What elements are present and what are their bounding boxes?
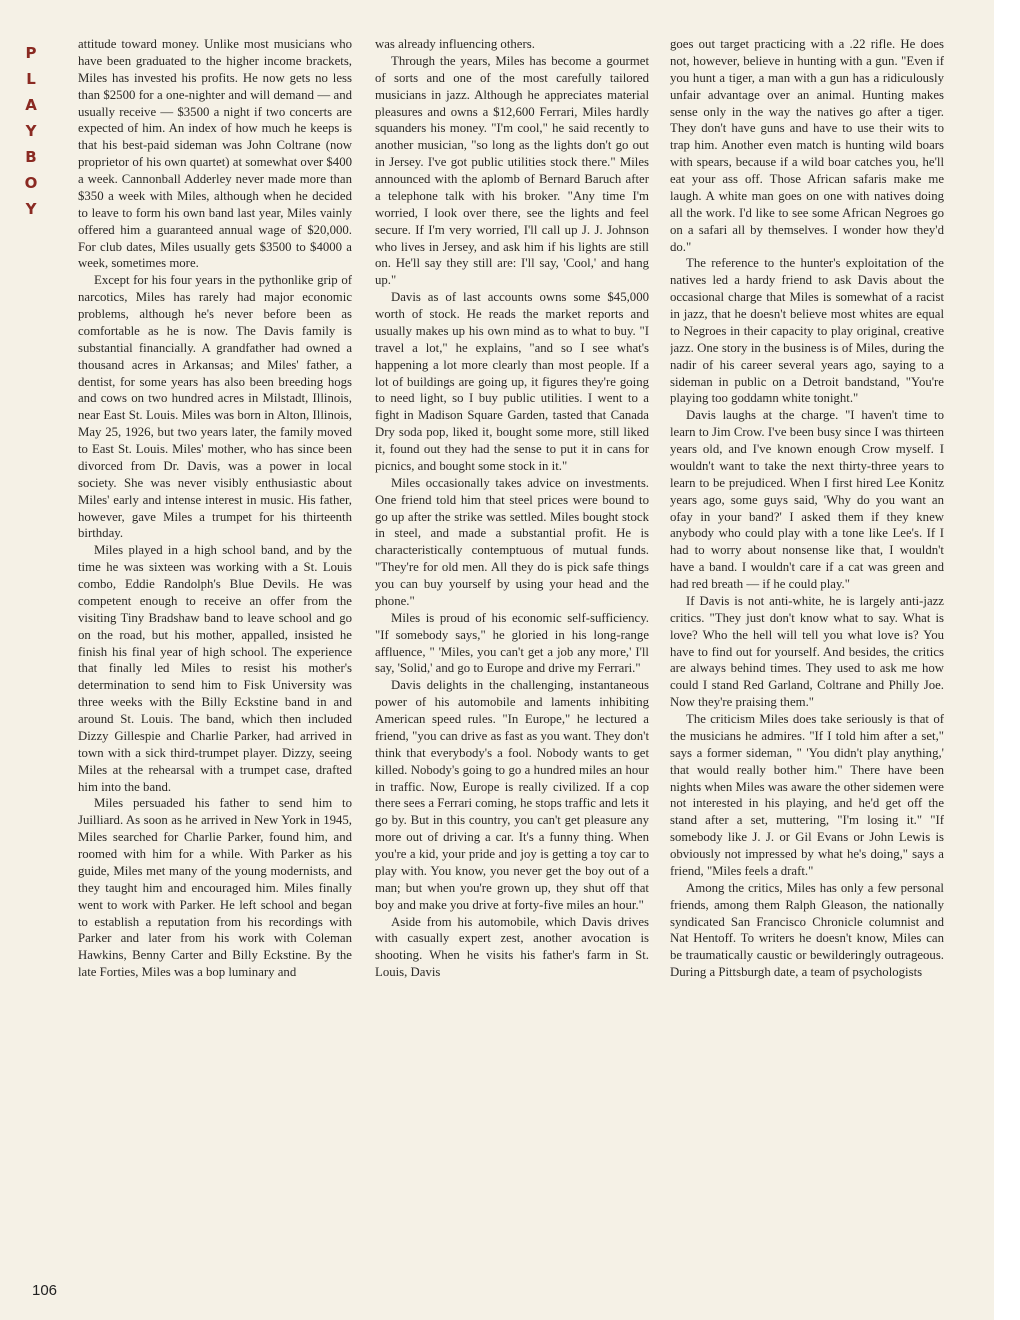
paragraph: If Davis is not anti-white, he is largely anti-jazz critics. "They just don't know what to say. What is love? Who the hell will tell you what love is? You have to find out for yourself. And besides, the critics are always behind times. They used to ask me how could I stand Red Garland, Coltrane and Philly Joe. Now they're praising them." — [670, 593, 944, 710]
page-number: 106 — [32, 1282, 58, 1299]
paragraph: Davis delights in the challenging, instantaneous power of his automobile and laments inhibiting American speed rules. "In Europe," he lectured a friend, "you can drive as fast as you want. They don't think that everybody's a fool. Nobody wants to get killed. Nobody's going to go a hundred miles an hour in traffic. Now, Europe is really civilized. If a cop there sees a Ferrari coming, he stops traffic and lets it go by. But in this country, you can't get pleasure any more out of driving a car. It's a funny thing. When you're a kid, your pride and joy is getting a toy car to play with. You know, you never get the boy out of a man; but when you're grown up, they shut off that boy and make you drive at forty-five miles an hour." — [375, 678, 649, 912]
paragraph: Among the critics, Miles has only a few personal friends, among them Ralph Gleason, the nationally syndicated San Francisco Chronicle columnist and Nat Hentoff. To writers he doesn't know, Miles can be traumatically caustic or bewilderingly outrageous. During a Pittsburgh date, a team of psychologists — [670, 880, 944, 980]
paragraph: Except for his four years in the pythonlike grip of narcotics, Miles has rarely had major economic problems, although he's never before been as comfortable as he is now. The Davis family is substantial financially. A grandfather had owned a thousand acres in Arkansas; and Miles' father, a dentist, for some years has also been breeding hogs and cows on two hundred acres in Milstadt, Illinois, near East St. Louis. Miles was born in Alton, Illinois, May 25, 1926, but two years later, the family moved to East St. Louis. Miles' mother, who has since been divorced from Dr. Davis, was a power in local society. She was never visibly enthusiastic about Miles' early and intense interest in music. His father, however, gave Miles a trumpet for his thirteenth birthday. — [78, 273, 352, 541]
paragraph: was already influencing others. — [375, 37, 535, 51]
paragraph: Through the years, Miles has become a gourmet of sorts and one of the most carefully tailored musicians in jazz. Although he appreciates material pleasures and owns a $12,600 Ferrari, Miles hardly squanders his money. "I'm cool," he said recently to another musician, "so long as the lights don't go out in Jersey. I've got public utilities stock there." Miles announced with the aplomb of Bernard Baruch after a telephone talk with his broker. "Any time I'm worried, I look over there, see the lights and feel secure. If I'm very worried, I'll call up J. J. Johnson who lives in Jersey, and ask him if his lights are still on. He'll say they still are: I'll say, 'Cool,' and hang up." — [375, 53, 649, 288]
text-column-3 — [670, 36, 944, 1286]
paragraph: attitude toward money. Unlike most musicians who have been graduated to the higher income brackets, Miles has invested his profits. He now gets no less than $2500 for a one-nighter and will demand — and usually receive — $3500 a night if two concerts are expected of him. An index of how much he keeps is that his best-paid sideman was John Coltrane (now proprietor of his own quartet) at somewhat over $400 a week. Cannonball Adderley never made more than $350 a week with Miles, although when he decided to leave to form his own band last year, Miles vainly offered him a guaranteed annual wage of $20,000. For club dates, Miles usually gets $3500 to $4000 a week, sometimes more. — [78, 37, 352, 271]
paragraph: Miles occasionally takes advice on investments. One friend told him that steel prices were bound to go up after the strike was settled. Miles bought stock in steel, and made a substantial profit. He is characteristically contemptuous of mutual funds. "They're for old men. All they do is pick safe things you can buy yourself by using your head and the phone." — [375, 475, 649, 608]
paragraph: Miles played in a high school band, and by the time he was sixteen was working with a St. Louis combo, Eddie Randolph's Blue Devils. He was competent enough to receive an offer from the visiting Tiny Bradshaw band to leave school and go on the road, but his mother, appalled, insisted he finish his final year of high school. The experience that finally led Miles to resist his mother's determination to send him to Fisk University was three weeks with the Billy Eckstine band in and around St. Louis. The band, which then included Dizzy Gillespie and Charlie Parker, had arrived in town with a sick third-trumpet player. Dizzy, seeing Miles at the rehearsal with a trumpet case, drafted him into the band. — [78, 543, 352, 794]
magazine-name-vertical: PLAYBOY — [24, 44, 38, 218]
paragraph: Aside from his automobile, which Davis drives with casually expert zest, another avocation is shooting. When he visits his father's farm in St. Louis, Davis — [375, 914, 649, 980]
text-column-1 — [78, 36, 352, 1286]
paragraph: The reference to the hunter's exploitation of the natives led a hardy friend to ask Davis about the occasional charge that Miles is somewhat of a racist in jazz, that he doesn't believe most whites are equal to Negroes in their capacity to play original, creative jazz. One story in the business is of Miles, during the nadir of his career several years ago, saying to a sideman in public on a Detroit bandstand, "You're playing too goddamn white tonight." — [670, 256, 944, 406]
paragraph: Davis as of last accounts owns some $45,000 worth of stock. He reads the market reports and usually makes up his own mind as to what to buy. "I travel a lot," he explains, "and so I see what's happening a lot more clearly than most people. If a lot of buildings are going up, it figures they're going to need light, so I buy public utilities. I went to a fight in Madison Square Garden, tasted that Canada Dry soda pop, liked it, bought some more, still liked it, found out they had the sense to put it in cans for picnics, and bought some stock in it." — [375, 290, 649, 473]
paragraph: The criticism Miles does take seriously is that of the musicians he admires. "If I told him after a set," says a former sideman, " 'You didn't play anything,' that would really bother him." There have been nights when Miles was aware the other sidemen were not interested in his playing, and he'd get off the stand after a set, muttering, "I'm losing it." "If somebody like J. J. or Gil Evans or John Lewis is obviously not impressed by what he's doing," says a friend, "Miles feels a draft." — [670, 712, 944, 878]
paragraph: goes out target practicing with a .22 rifle. He does not, however, believe in hunting with a gun. "Even if you hunt a tiger, a man with a gun has a ridiculously unfair advantage over an animal. Hunting makes sense only in the way the natives go after a tiger. They don't have guns and have to use their wits to trap him. Another even match is hunting wild boars with spears, because if a wild boar catches you, he'll eat your ass off. Those African safaris make me laugh. A white man goes on one with natives doing all the work. I'd like to see some African Negroes go on a safari all by themselves. I wonder how they'd do." — [670, 37, 944, 254]
text-column-2 — [375, 36, 649, 1286]
paragraph: Miles is proud of his economic self-sufficiency. "If somebody says," he gloried in his long-range affluence, " 'Miles, you can't get a job any more,' I'll say, 'Solid,' and go to Europe and drive my Ferrari." — [375, 610, 649, 676]
paragraph: Davis laughs at the charge. "I haven't time to learn to Jim Crow. I've been busy since I was thirteen years old, and I've known enough Crow myself. I wouldn't want to take the next thirty-three years to learn to be prejudiced. When I first hired Lee Konitz years ago, some guys said, 'Why do you want an ofay in your band?' I asked them if they knew anybody who could play with a tone like Lee's. If I had to worry about nonsense like that, I wouldn't have a band. I wouldn't care if a cat was green and had red breath — if he could play." — [670, 408, 944, 591]
paragraph: Miles persuaded his father to send him to Juilliard. As soon as he arrived in New York in 1945, Miles searched for Charlie Parker, found him, and roomed with him for a while. With Parker as his guide, Miles met many of the young modernists, and they taught him and encouraged him. Miles finally went to work with Parker. He left school and began to establish a reputation from his recordings with Parker and later from his work with Coleman Hawkins, Benny Carter and Billy Eckstine. By the late Forties, Miles was a bop luminary and — [78, 796, 352, 980]
